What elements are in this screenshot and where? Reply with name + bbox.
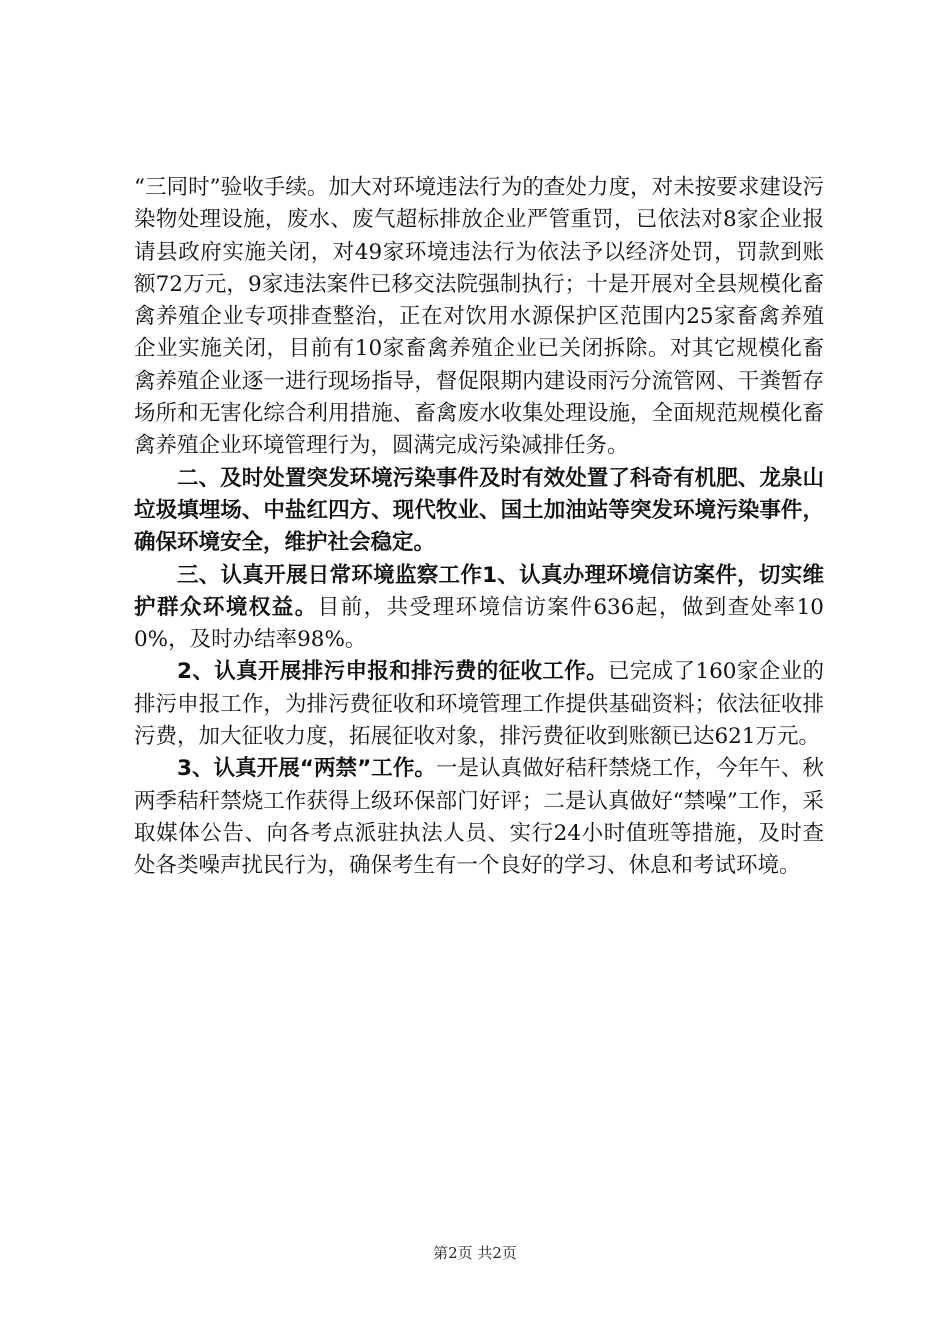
section-heading: 三、认真开展日常环境监察工作1、认真办理环境信访案件，切实维护群众环境权益。 — [134, 562, 824, 620]
paragraph-text: 目前，共受理环境信访案件636起，做到查处率100%，及时办结率98%。 — [134, 594, 824, 653]
section-heading: 2、认真开展排污申报和排污费的征收工作。 — [177, 659, 608, 685]
document-body — [134, 172, 824, 883]
paragraph-text: 已完成了160家企业的排污申报工作，为排污费征收和环境管理工作提供基础资料；依法征收排污费，加大征收力度，拓展征收对象，排污费征收到账额已达621万元。 — [134, 659, 824, 750]
paragraph-emission-reduction — [134, 172, 824, 463]
paragraph-two-bans — [134, 753, 824, 882]
section-heading: 二、及时处置突发环境污染事件及时有效处置了科奇有机肥、龙泉山垃圾填埋场、中盐红四方、现代牧业、国土加油站等突发环境污染事件，确保环境安全，维护社会稳定。 — [134, 465, 824, 556]
section-heading: 3、认真开展“两禁”工作。 — [177, 756, 436, 782]
page-footer — [0, 1243, 950, 1263]
paragraph-daily-supervision — [134, 560, 824, 657]
page-number: 第2页 共2页 — [433, 1244, 517, 1262]
paragraph-emergency-response — [134, 463, 824, 560]
paragraph-sewage-fee — [134, 656, 824, 753]
paragraph-text: 一是认真做好秸秆禁烧工作，今年午、秋两季秸秆禁烧工作获得上级环保部门好评；二是认真做好“禁噪”工作，采取媒体公告、向各考点派驻执法人员、实行24小时值班等措施，及时查处各类噪声扰民行为，确保考生有一个良好的学习、休息和考试环境。 — [134, 756, 824, 879]
paragraph-text: “三同时”验收手续。加大对环境违法行为的查处力度，对未按要求建设污染物处理设施，废水、废气超标排放企业严管重罚，已依法对8家企业报请县政府实施关闭，对49家环境违法行为依法予以经济处罚，罚款到账额72万元，9家违法案件已移交法院强制执行；十是开展对全县规模化畜禽养殖企业专项排查整治，正在对饮用水源保护区范围内25家畜禽养殖企业实施关闭，目前有10家畜禽养殖企业已关闭拆除。对其它规模化畜禽养殖企业逐一进行现场指导，督促限期内建设雨污分流管网、干粪暂存场所和无害化综合利用措施、畜禽废水收集处理设施，全面规范规模化畜禽养殖企业环境管理行为，圆满完成污染减排任务。 — [134, 175, 824, 459]
